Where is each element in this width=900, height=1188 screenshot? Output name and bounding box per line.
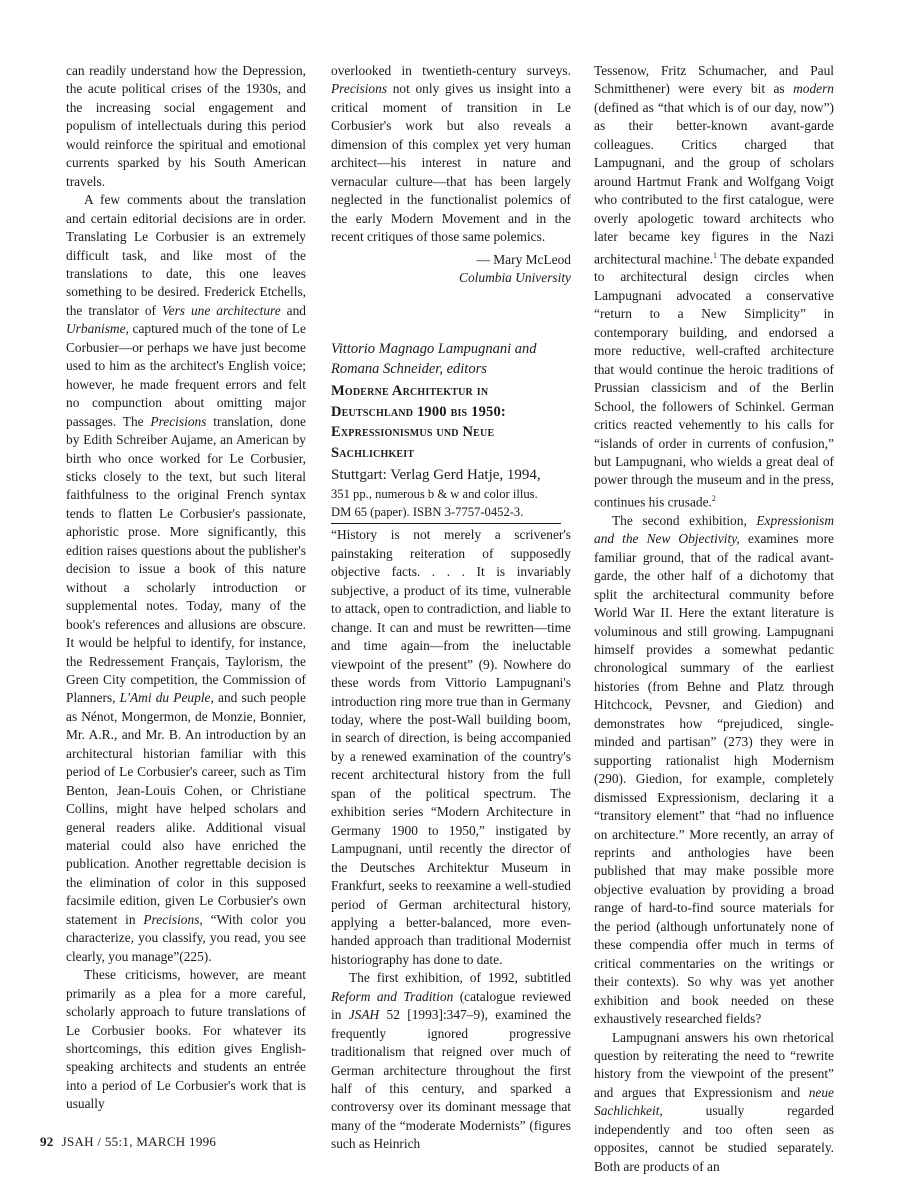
book-editors: Vittorio Magnago Lampugnani and Romana Schneider, editors bbox=[331, 341, 537, 378]
text-column-1 bbox=[66, 62, 306, 1114]
book-details: 351 pp., numerous b & w and color illus. bbox=[331, 487, 538, 502]
footnote-marker: 1 bbox=[713, 250, 717, 260]
paragraph: The first exhibition, of 1992, subtitled Reform and Tradition (catalogue reviewed in JSAH 52 [1993]:347–9), examined the frequently ignored progressive traditionalism that reigned over much of German architecture throughout the first half of this century, and sparked a controversy over its dominant message that many of the “moderate Modernists” (figures such as Heinrich bbox=[331, 970, 571, 1152]
paragraph: “History is not merely a scrivener's painstaking reiteration of supposedly objective facts. . . . It is invariably subjective, a product of its time, vulnerable to attack, open to contradiction, and liable to change. It can and must be rewritten—time and time again—from the ineluctable viewpoint of the present” (9). Nowhere do these words from Vittorio Lampugnani's introduction ring more true than in Germany today, where the post-Wall building boom, in search of direction, is being accompanied by a renewed examination of the country's recent architectural history from the full span of the political spectrum. The exhibition series “Modern Architecture in Germany 1900 to 1950,” instigated by Lampugnani, until recently the director of the Deutsches Architektur Museum in Frankfurt, seeks to reexamine a well-studied period of German architectural history, applying a better-balanced, more even-handed approach than traditional Modernist historiography has done to date. bbox=[331, 527, 571, 967]
paragraph: The second exhibition, Expressionism and the New Objectivity, examines more familiar ground, that of the radical avant-garde, the other half of a dichotomy that split the architectural community before World War II. Here the extant literature is voluminous and still growing. Lampugnani himself provides a somewhat pedantic chronological summary of the earliest histories (from Behne and Platz through Hitchcock, Pevsner, and Giedion) and demonstrates how “prejudiced, single-minded and partisan” (273) they were in supporting rationalist high Modernism (290). Giedion, for example, completely dismissed Expressionism, declaring it a “transitory element” that “had no influence on architecture.” More recently, an array of reprints and anthologies have been published that may make possible more objective evaluation by providing a broad range of hard-to-find source materials for the period (although unfortunately none of these compendia offer much in terms of critical commentaries on the writings or their contexts). So why was yet another exhibition and book needed on these exhaustively researched fields? bbox=[594, 512, 834, 1027]
paragraph: A few comments about the translation and certain editorial decisions are in order. Translating Le Corbusier is an extremely difficult task, and like most of the translations to date, this one leaves something to be desired. Frederick Etchells, the translator of Vers une architecture and Urbanisme, captured much of the tone of Le Corbusier—or perhaps we have just become used to him as the architect's English voice; however, he made frequent errors and felt no compunction about omitting major passages. The Precisions translation, done by Edith Schreiber Aujame, an American by birth who once worked for Le Corbusier, sticks closely to the text, but such literal faithfulness to the original French syntax tends to flatten Le Corbusier's passionate, aphoristic prose. More significantly, this edition raises questions about the publisher's decision to issue a book of this nature without a scholarly introduction or supplemental notes. Today, many of the book's references and allusions are obscure. It would be helpful to identify, for instance, the Redressement Français, Taylorism, the Green City competition, the Commission of Planners, L'Ami du Peuple, and such people as Nénot, Mongermon, de Monzie, Bonnier, Mr. A.R., and Mr. B. An introduction by an architectural historian familiar with this period of Le Corbusier's career, such as Tim Benton, Jean-Louis Cohen, or Christiane Collins, might have helped scholars and general readers alike. Additional visual material could also have enriched the publication. Another regrettable decision is the elimination of color in this supposed facsimile edition, given Le Corbusier's own statement in Precisions, “With color you characterize, you classify, you read, you see clearly, you manage”(225). bbox=[66, 192, 307, 964]
book-title: Moderne Architektur in Deutschland 1900 bis 1950: Expressionismus und Neue Sachlichkeit bbox=[331, 383, 506, 461]
journal-citation: JSAH / 55:1, MARCH 1996 bbox=[61, 1134, 217, 1149]
page-number: 92 bbox=[40, 1134, 54, 1149]
text-column-2 bbox=[331, 62, 571, 1154]
paragraph: Lampugnani answers his own rhetorical question by reiterating the need to “rewrite history from the viewpoint of the present” and argues that Expressionism and neue Sachlichkeit, usually regarded independently and too often seen as opposites, cannot be studied separately. Both are products of an bbox=[594, 1029, 834, 1174]
book-publisher: Stuttgart: Verlag Gerd Hatje, 1994, bbox=[331, 467, 541, 484]
paragraph: These criticisms, however, are meant primarily as a plea for a more careful, scholarly approach to future translations of Le Corbusier books. For whatever its shortcomings, this edition gives English-speaking architects and students an entrée into a period of Le Corbusier's work that is usually bbox=[66, 967, 306, 1112]
divider bbox=[331, 523, 561, 524]
footnote-marker: 2 bbox=[711, 493, 716, 503]
page-footer bbox=[40, 1134, 216, 1150]
paragraph: can readily understand how the Depression, the acute political crises of the 1930s, and the increasing social engagement and populism of intellectuals during this period would reinforce the spiritual and emotional currents sparked by his South American travels. bbox=[66, 63, 306, 189]
book-price-isbn: DM 65 (paper). ISBN 3-7757-0452-3. bbox=[331, 505, 524, 520]
reviewer-affiliation: Columbia University bbox=[459, 269, 571, 285]
paragraph: Tessenow, Fritz Schumacher, and Paul Schmitthener) were every bit as modern (defined as “that which is of our day, now”) as their better-known avant-garde colleagues. Critics charged that Lampugnani, and the group of scholars around Hartmut Frank and Wolfgang Voigt who contributed to the first catalogue, were overly apologetic toward architects who later became key figures in the Nazi architectural machine.$^1$ The debate expanded to architectural design circles when Lampugnani advocated a conservative “return to a New Simplicity” in contemporary building, and endorsed a more reductive, well-crafted architecture that would continue the heroic traditions of Prussian classicism and of the Berlin School, the followers of Schinkel. German critics reacted vehemently to his calls for “islands of order in currents of confusion,” but Lampugnani, who wields a great deal of power through the museum and in the press, continues his crusade.$^2$ bbox=[594, 63, 834, 510]
reviewer-signature: — Mary McLeod bbox=[476, 251, 571, 267]
paragraph: overlooked in twentieth-century surveys. Precisions not only gives us insight into a critical moment of transition in Le Corbusier's work but also reveals a dimension of this complex yet very human architect—his interest in nature and vernacular culture—that has been largely neglected in the functionalist polemics of the early Modern Movement and in the recent critiques of those same polemics. bbox=[331, 63, 571, 245]
text-column-3 bbox=[594, 62, 834, 1176]
